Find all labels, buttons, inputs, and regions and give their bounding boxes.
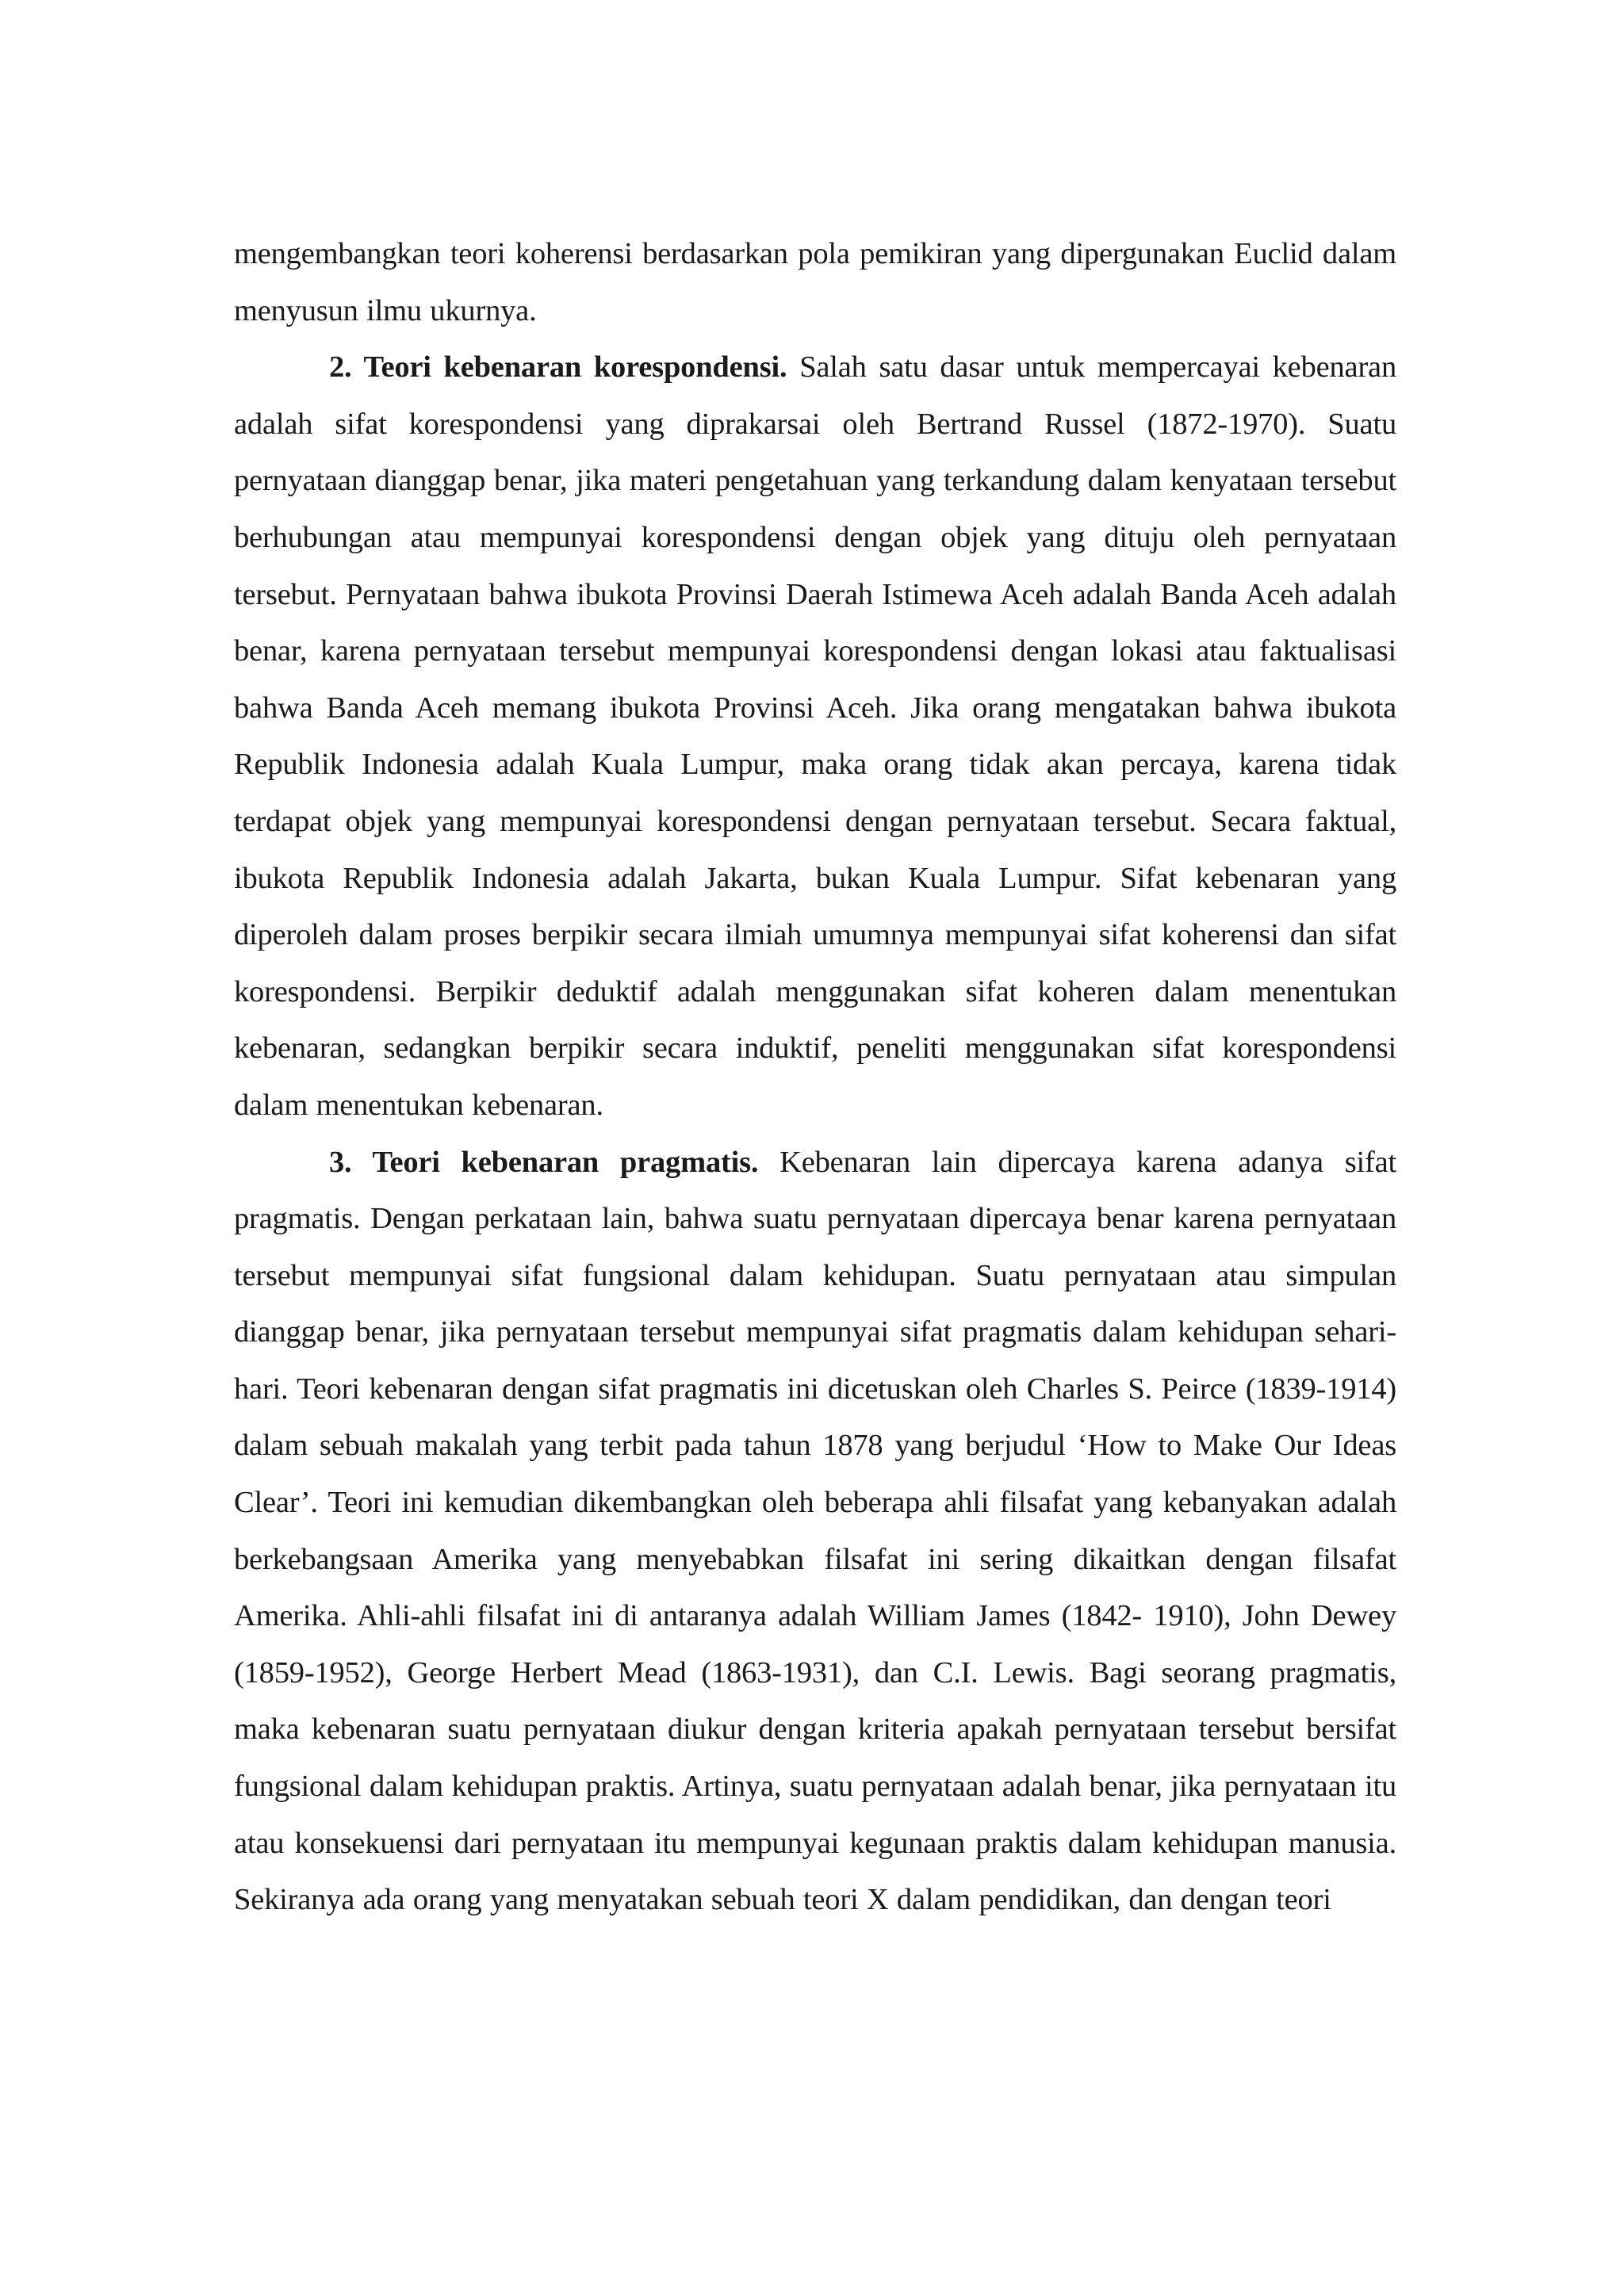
paragraph-continuation xyxy=(234,226,1396,339)
section-heading-pragmatis: 3. Teori kebenaran pragmatis. xyxy=(329,1145,759,1179)
paragraph-text: mengembangkan teori koherensi berdasarkan pola pemikiran yang dipergunakan Euclid dalam menyusun ilmu ukurnya. xyxy=(234,237,1396,327)
paragraph-text: Salah satu dasar untuk mempercayai kebenaran adalah sifat korespondensi yang diprakarsai oleh Bertrand Russel (1872-1970). Suatu pernyataan dianggap benar, jika materi pengetahuan yang terkandung dalam kenyataan tersebut berhubungan atau mempunyai korespondensi dengan objek yang dituju oleh pernyataan tersebut. Pernyataan bahwa ibukota Provinsi Daerah Istimewa Aceh adalah Banda Aceh adalah benar, karena pernyataan tersebut mempunyai korespondensi dengan lokasi atau faktualisasi bahwa Banda Aceh memang ibukota Provinsi Aceh. Jika orang mengatakan bahwa ibukota Republik Indonesia adalah Kuala Lumpur, maka orang tidak akan percaya, karena tidak terdapat objek yang mempunyai korespondensi dengan pernyataan tersebut. Secara faktual, ibukota Republik Indonesia adalah Jakarta, bukan Kuala Lumpur. Sifat kebenaran yang diperoleh dalam proses berpikir secara ilmiah umumnya mempunyai sifat koherensi dan sifat korespondensi. Berpikir deduktif adalah menggunakan sifat koheren dalam menentukan kebenaran, sedangkan berpikir secara induktif, peneliti menggunakan sifat korespondensi dalam menentukan kebenaran. xyxy=(234,350,1396,1122)
paragraph-text: Kebenaran lain dipercaya karena adanya sifat pragmatis. Dengan perkataan lain, bahwa suatu pernyataan dipercaya benar karena pernyataan tersebut mempunyai sifat fungsional dalam kehidupan. Suatu pernyataan atau simpulan dianggap benar, jika pernyataan tersebut mempunyai sifat pragmatis dalam kehidupan sehari-hari. Teori kebenaran dengan sifat pragmatis ini dicetuskan oleh Charles S. Peirce (1839-1914) dalam sebuah makalah yang terbit pada tahun 1878 yang berjudul ‘How to Make Our Ideas Clear’. Teori ini kemudian dikembangkan oleh beberapa ahli filsafat yang kebanyakan adalah berkebangsaan Amerika yang menyebabkan filsafat ini sering dikaitkan dengan filsafat Amerika. Ahli-ahli filsafat ini di antaranya adalah William James (1842- 1910), John Dewey (1859-1952), George Herbert Mead (1863-1931), dan C.I. Lewis. Bagi seorang pragmatis, maka kebenaran suatu pernyataan diukur dengan kriteria apakah pernyataan tersebut bersifat fungsional dalam kehidupan praktis. Artinya, suatu pernyataan adalah benar, jika pernyataan itu atau konsekuensi dari pernyataan itu mempunyai kegunaan praktis dalam kehidupan manusia. Sekiranya ada orang yang menyatakan sebuah teori X dalam pendidikan, dan dengan teori xyxy=(234,1145,1396,1917)
section-heading-korespondensi: 2. Teori kebenaran korespondensi. xyxy=(329,350,787,385)
paragraph-korespondensi xyxy=(234,339,1396,1134)
paragraph-pragmatis xyxy=(234,1135,1396,1929)
body-text xyxy=(234,226,1396,1929)
